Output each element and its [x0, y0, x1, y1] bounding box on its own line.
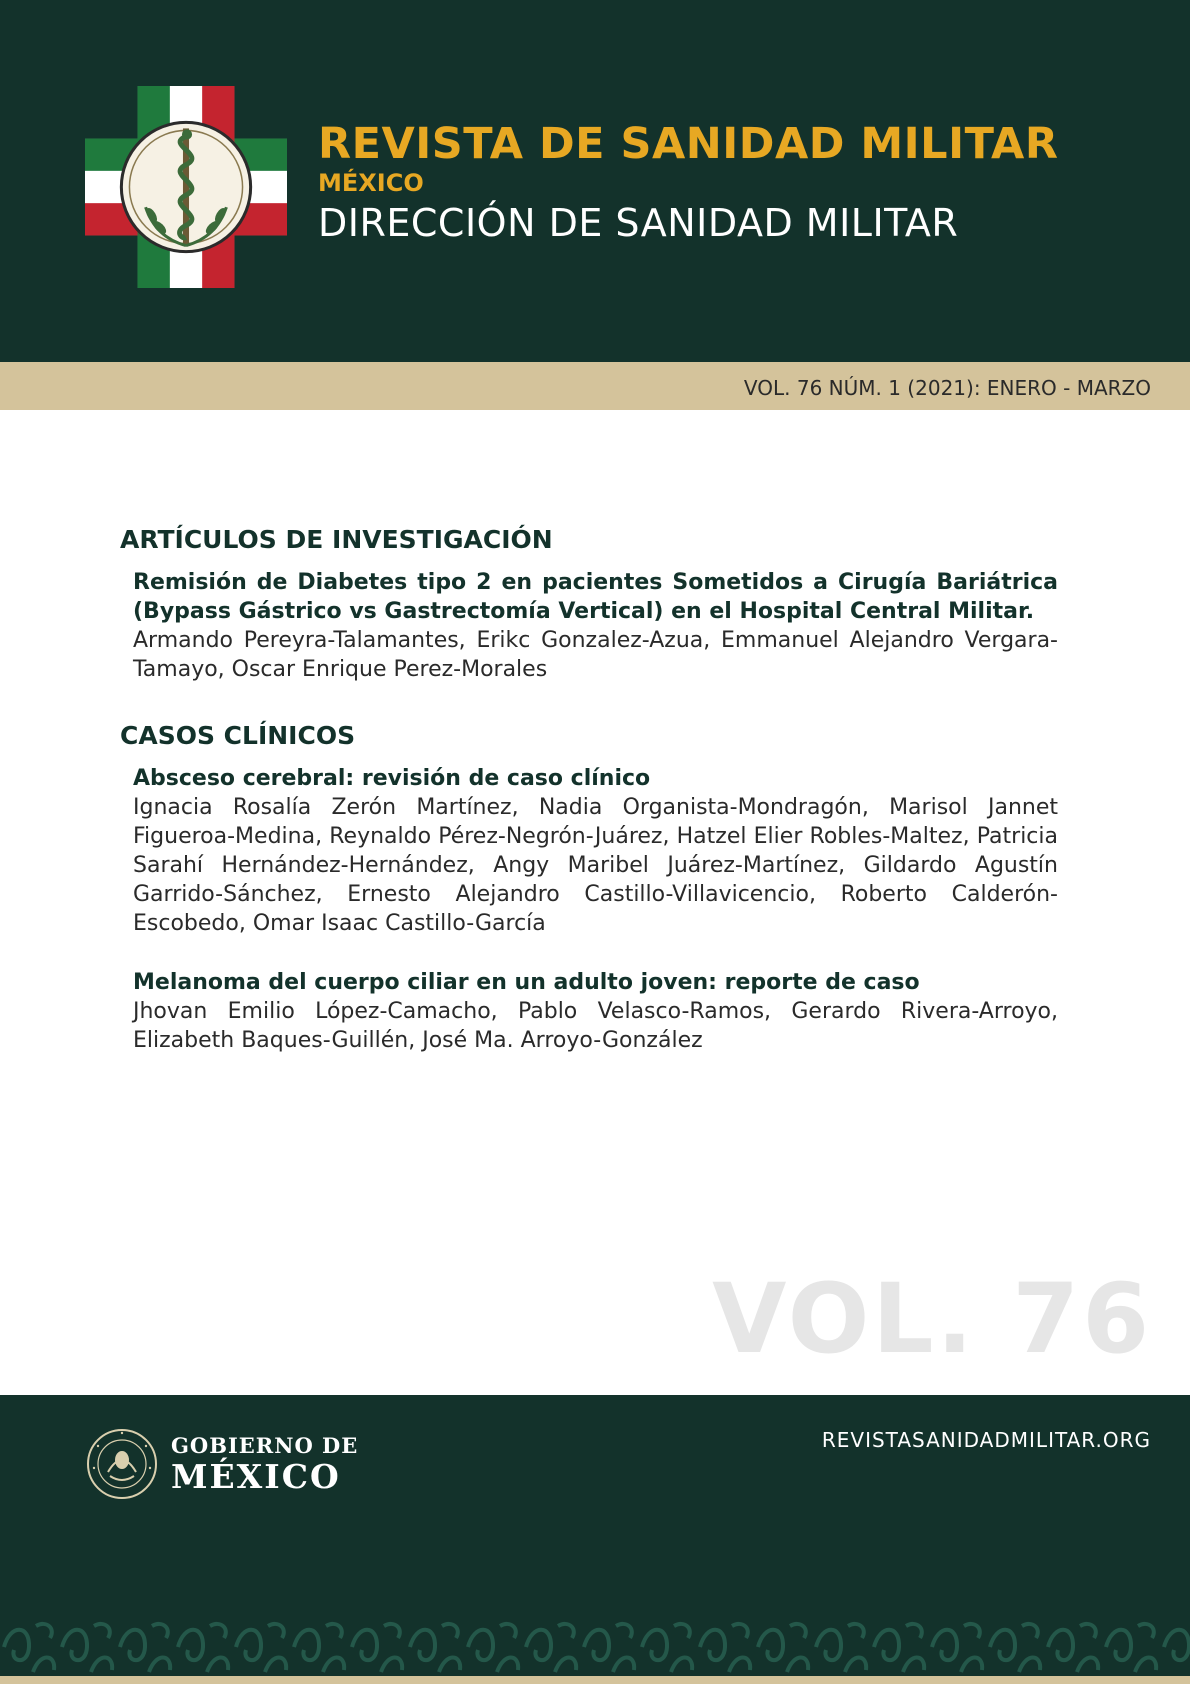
- government-seal-icon: [86, 1428, 158, 1500]
- article-entry[interactable]: [133, 764, 1058, 938]
- government-line2: MÉXICO: [171, 1457, 341, 1496]
- government-wordmark: [171, 1434, 358, 1496]
- journal-department: DIRECCIÓN DE SANIDAD MILITAR: [318, 201, 959, 245]
- website-link[interactable]: REVISTASANIDADMILITAR.ORG: [821, 1428, 1151, 1452]
- article-authors: Ignacia Rosalía Zerón Martínez, Nadia Organista-Mondragón, Marisol Jannet Figueroa-Medina, Reynaldo Pérez-Negrón-Juárez, Hatzel Elier Robles-Maltez, Patricia Sarahí Hernández-Hernández, Angy Maribel Juárez-Martínez, Gildardo Agustín Garrido-Sánchez, Ernesto Alejandro Castillo-Villavicencio, Roberto Calderón-Escobedo, Omar Isaac Castillo-García: [133, 795, 1058, 936]
- bottom-strip: [0, 1676, 1190, 1684]
- article-entry[interactable]: [133, 568, 1058, 684]
- issue-label: VOL. 76 NÚM. 1 (2021): ENERO - MARZO: [743, 376, 1151, 400]
- government-line1: GOBIERNO DE: [171, 1433, 359, 1458]
- article-authors: Jhovan Emilio López-Camacho, Pablo Velasco-Ramos, Gerardo Rivera-Arroyo, Elizabeth Baques-Guillén, José Ma. Arroyo-González: [133, 999, 1058, 1053]
- journal-title: REVISTA DE SANIDAD MILITAR: [318, 119, 1059, 169]
- section-heading-research: ARTÍCULOS DE INVESTIGACIÓN: [120, 525, 553, 554]
- journal-title-block: [318, 118, 1158, 248]
- article-entry[interactable]: [133, 968, 1058, 1055]
- article-title[interactable]: Absceso cerebral: revisión de caso clínico: [133, 766, 651, 791]
- volume-watermark: VOL. 76: [712, 1263, 1152, 1375]
- article-title[interactable]: Remisión de Diabetes tipo 2 en pacientes Sometidos a Cirugía Bariátrica (Bypass Gástrico vs Gastrectomía Vertical) en el Hospital Central Militar.: [133, 570, 1058, 624]
- article-authors: Armando Pereyra-Talamantes, Erikc Gonzalez-Azua, Emmanuel Alejandro Vergara-Tamayo, Oscar Enrique Perez-Morales: [133, 628, 1058, 682]
- journal-cross-emblem: [85, 86, 287, 288]
- section-heading-clinical: CASOS CLÍNICOS: [120, 721, 356, 750]
- table-of-contents: [120, 522, 1058, 1055]
- article-title[interactable]: Melanoma del cuerpo ciliar en un adulto joven: reporte de caso: [133, 970, 920, 995]
- journal-country: MÉXICO: [318, 169, 424, 197]
- footer-pattern: [0, 1618, 1190, 1676]
